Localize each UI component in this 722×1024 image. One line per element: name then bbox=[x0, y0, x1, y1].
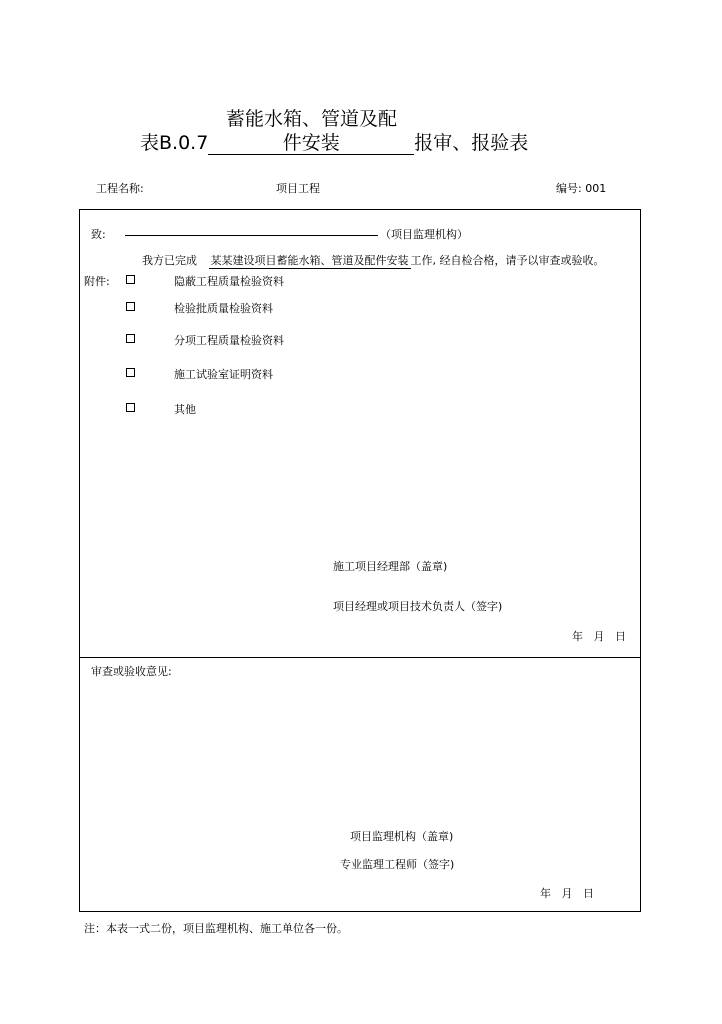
contractor-sign-label: 项目经理或项目技术负责人（签字) bbox=[333, 600, 503, 613]
completion-statement bbox=[142, 252, 605, 268]
attachment-item-label: 隐蔽工程质量检验资料 bbox=[174, 275, 284, 288]
attachment-item-label: 其他 bbox=[174, 403, 196, 416]
form-number bbox=[556, 180, 606, 196]
project-name-value: 项目工程 bbox=[276, 182, 320, 195]
attachment-item-label: 施工试验室证明资料 bbox=[174, 368, 273, 381]
to-recipient-line bbox=[125, 235, 378, 236]
attachments-label: 附件: bbox=[84, 275, 110, 288]
supervisor-sign-label: 专业监理工程师（签字) bbox=[340, 858, 455, 871]
form-title-line2 bbox=[140, 128, 528, 155]
attachment-item-label: 分项工程质量检验资料 bbox=[174, 334, 284, 347]
attachment-checkbox[interactable] bbox=[126, 302, 135, 311]
to-label: 致: bbox=[91, 228, 106, 241]
statement-prefix: 我方已完成 bbox=[142, 254, 197, 267]
form-title-line1: 蓄能水箱、管道及配 bbox=[226, 108, 398, 130]
statement-suffix: 工作, 经自检合格，请予以审查或验收。 bbox=[410, 254, 605, 267]
project-name-label: 工程名称: bbox=[96, 182, 144, 195]
supervisor-stamp-label: 项目监理机构（盖章) bbox=[350, 830, 454, 843]
form-number-value: 001 bbox=[585, 182, 607, 195]
date-lower: 年 月 日 bbox=[540, 887, 594, 900]
date-upper: 年 月 日 bbox=[572, 630, 626, 643]
attachment-checkbox[interactable] bbox=[126, 334, 135, 343]
form-number-label: 编号: bbox=[556, 182, 582, 195]
table-number: 表B.0.7 bbox=[140, 132, 209, 154]
section-divider bbox=[79, 657, 641, 658]
title-suffix: 报审、报验表 bbox=[414, 132, 529, 154]
statement-project: 某某建设项目蓄能水箱、管道及配件安装 bbox=[210, 254, 409, 267]
attachment-item-label: 检验批质量检验资料 bbox=[174, 302, 273, 315]
attachment-checkbox[interactable] bbox=[126, 403, 135, 412]
opinion-label: 审查或验收意见: bbox=[91, 665, 172, 678]
contractor-stamp-label: 施工项目经理部（盖章) bbox=[333, 560, 448, 573]
attachment-checkbox[interactable] bbox=[126, 368, 135, 377]
to-suffix: （项目监理机构） bbox=[380, 228, 468, 241]
footer-note: 注：本表一式二份，项目监理机构、施工单位各一份。 bbox=[84, 922, 348, 935]
title-fill-field: 件安装 bbox=[208, 133, 414, 155]
attachment-checkbox[interactable] bbox=[126, 275, 135, 284]
